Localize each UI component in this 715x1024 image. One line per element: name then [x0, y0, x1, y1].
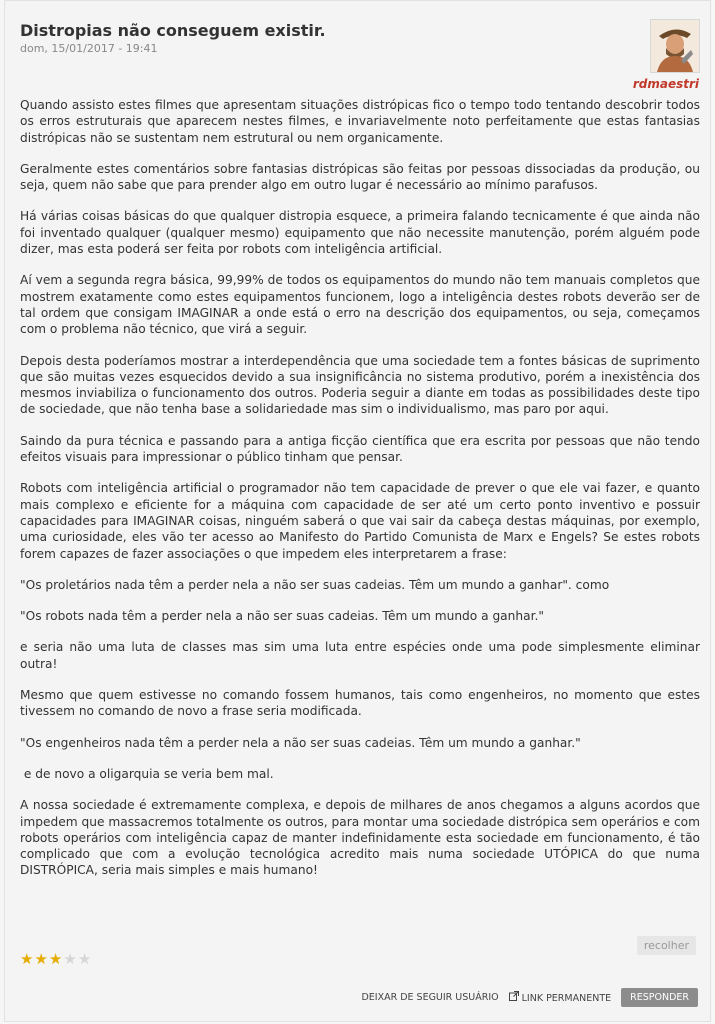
paragraph: Aí vem a segunda regra básica, 99,99% de todos os equipamentos do mundo não tem manuais completos que mostrem exatamente como estes equipamentos funcionem, logo a inteligência destes robots deverão ser de tal ordem que consigam IMAGINAR a onde está o erro na descrição dos equipamentos, ou seja, começamos com o problema não técnico, que virá a seguir. — [20, 273, 700, 337]
star-icon[interactable]: ★ — [77, 950, 93, 968]
comment-date: dom, 15/01/2017 - 19:41 — [20, 42, 158, 55]
star-icon[interactable]: ★ — [63, 950, 78, 968]
paragraph: Geralmente estes comentários sobre fantasias distrópicas são feitas por pessoas dissociadas da produção, ou seja, quem não sabe que para prender algo em outro lugar é necessário ao mínimo parafusos. — [20, 161, 700, 193]
quote: "Os engenheiros nada têm a perder nela a não ser suas cadeias. Têm um mundo a ganhar." — [20, 735, 581, 750]
author-name[interactable]: rdmaestri — [632, 77, 699, 91]
collapse-button[interactable]: recolher — [637, 936, 696, 955]
comment-actions — [361, 988, 698, 1007]
comment-title: Distropias não conseguem existir. — [20, 21, 326, 40]
external-link-icon — [509, 991, 519, 1001]
paragraph: Quando assisto estes filmes que apresentam situações distrópicas fico o tempo todo tentando descobrir todos os erros estruturais que aparecem nestes filmes, e invariavelmente noto perfeitamente que estas fantasias distrópicas não se sustentam nem estrutural ou nem organicamente. — [20, 98, 700, 145]
paragraph: Há várias coisas básicas do que qualquer distropia esquece, a primeira falando tecnicamente é que ainda não foi inventado qualquer (qualquer mesmo) equipamento que não necessite manutenção, porém alguém pode dizer, mas esta poderá ser feita por robots com inteligência artificial. — [20, 209, 700, 257]
unfollow-user-link[interactable]: DEIXAR DE SEGUIR USUÁRIO — [361, 992, 499, 1003]
star-rating[interactable] — [20, 950, 92, 968]
paragraph: Saindo da pura técnica e passando para a antiga ficção científica que era escrita por pessoas que não tendo efeitos visuais para impressionar o público tinham que pensar. — [20, 433, 700, 465]
quote: "Os robots nada têm a perder nela a não ser suas cadeias. Têm um mundo a ganhar." — [20, 609, 544, 624]
paragraph: e de novo a oligarquia se veria bem mal. — [20, 766, 274, 781]
avatar-portrait-icon — [651, 20, 699, 72]
star-icon[interactable]: ★ — [34, 950, 49, 968]
comment-body — [20, 97, 700, 894]
comment-card — [4, 0, 711, 1022]
permalink-label: LINK PERMANENTE — [521, 993, 612, 1004]
paragraph: e seria não uma luta de classes mas sim uma luta entre espécies onde uma pode simplesmente eliminar outra! — [20, 640, 700, 671]
quote: "Os proletários nada têm a perder nela a não ser suas cadeias. Têm um mundo a ganhar". como — [20, 577, 610, 592]
paragraph: A nossa sociedade é extremamente complexa, e depois de milhares de anos chegamos a alguns acordos que impedem que massacremos totalmente os outros, para montar uma sociedade distrópica sem operários e com robots operários com inteligência capaz de manter indefinidamente esta sociedade em funcionamento, é tão complicado que com a evolução tecnológica acredito mais numa sociedade UTÓPICA do que numa DISTRÓPICA, seria mais simples e mais humano! — [20, 798, 700, 878]
paragraph: Mesmo que quem estivesse no comando fossem humanos, tais como engenheiros, no momento que estes tivessem no comando de novo a frase seria modificada. — [20, 688, 700, 719]
star-icon[interactable]: ★ — [48, 950, 64, 968]
permalink-link[interactable] — [509, 991, 612, 1004]
reply-button[interactable]: RESPONDER — [621, 988, 698, 1007]
paragraph: Robots com inteligência artificial o programador não tem capacidade de prever o que ele vai fazer, e quanto mais complexo e eficiente for a máquina com capacidade de ser até um certo ponto inventivo e possuir capacidades para IMAGINAR coisas, ninguém saberá o que vai sair da cabeça destas máquinas, por exemplo, uma curiosidade, eles vão ter acesso ao Manifesto do Partido Comunista de Marx e Engels? Se estes robots forem capazes de fazer associações o que impedem eles interpretarem a frase: — [20, 481, 700, 561]
paragraph: Depois desta poderíamos mostrar a interdependência que uma sociedade tem a fontes básicas de suprimento que são muitas vezes esquecidos devido a sua insignificância no sistema produtivo, porém a inexistência dos mesmos inviabiliza o funcionamento dos outros. Poderia seguir a diante em todas as possibilidades deste tipo de sociedade, que não tenha base a solidariedade mas sim o individualismo, mas paro por aqui. — [20, 353, 700, 417]
star-icon[interactable]: ★ — [20, 950, 35, 968]
avatar[interactable] — [650, 19, 700, 73]
